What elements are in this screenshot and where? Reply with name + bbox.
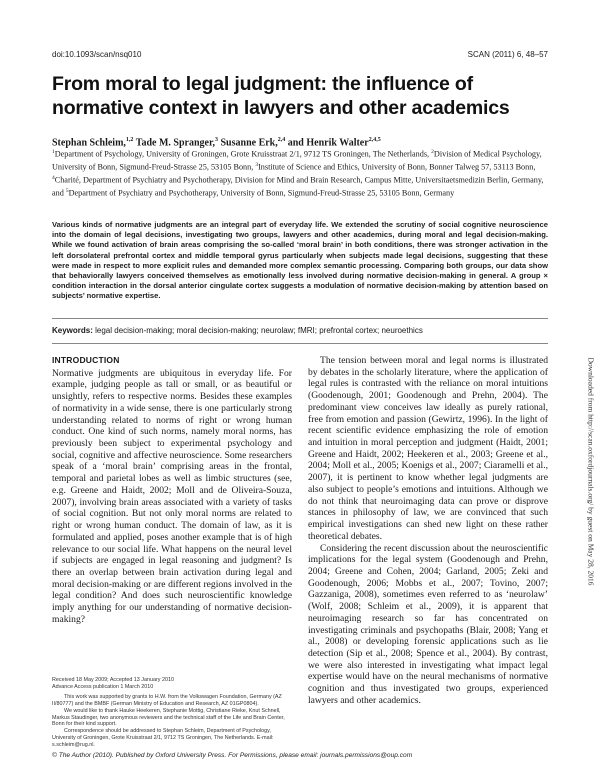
author-affil-marker: 1,2: [125, 137, 134, 143]
author-name: Susanne Erk,: [218, 137, 278, 149]
affil-marker: 4: [52, 175, 55, 182]
journal-reference: SCAN (2011) 6, 48–57: [467, 50, 548, 59]
footnotes: [52, 677, 292, 749]
paragraph: The tension between moral and legal norms is illustrated by debates in the scholarly literature, where the application of legal rules is contrasted with the reliance on moral intuitions (Goodenough, 2001; Goodenough and Prehn, 2004). The predominant view conceives law ideally as purely rational, free from emotion and passion (Gewirtz, 1996). In the light of recent scientific evidence emphasizing the role of emotion and intuition in moral perception and judgment (Haidt, 2001; Greene and Haidt, 2002; Heekeren et al., 2003; Greene et al., 2004; Moll et al., 2005; Koenigs et al., 2007; Ciaramelli et al., 2007), it is pertinent to know whether legal judgments are also subject to people’s emotions and intuitions. Although we do not think that neuroimaging data can prove or disprove stances in philosophy of law, we are convinced that such empirical investigations can shed new light on these rather theoretical debates.: [308, 355, 548, 542]
divider-top: [52, 318, 548, 319]
funding-note: This work was supported by grants to H.W. from the Volkswagen Foundation, Germany (AZ II/80777) and the BMBF (German Ministry of Education and Research, AZ 01GP0804).: [52, 693, 282, 707]
abstract: Various kinds of normative judgments are an integral part of everyday life. We extended the scrutiny of social cognitive neuroscience into the domain of legal decisions, investigating two groups, lawyers and other academics, during moral and legal decision-making. While we found activation of brain areas comprising the so-called ‘moral brain’ in both conditions, there was stronger activation in the left dorsolateral prefrontal cortex and middle temporal gyrus particularly when subjects made legal decisions, suggesting that these were made in respect to more explicit rules and demanded more complex semantic processing. Comparing both groups, our data show that behaviorally lawyers conceived themselves as emotionally less involved during normative decision-making in general. A group × condition interaction in the dorsal anterior cingulate cortex suggests a modulation of normative decision-making by attention based on subjects’ normative expertise.: [52, 220, 548, 301]
paragraph: Considering the recent discussion about the neuroscientific implications for the legal system (Goodenough and Prehn, 2004; Greene and Cohen, 2004; Garland, 2005; Zeki and Goodenough, 2006; Mobbs et al., 2007; Tovino, 2007; Gazzaniga, 2008), sometimes even referred to as ‘neurolaw’ (Wolf, 2008; Schleim et al., 2009), it is apparent that neuroimaging research so far has concentrated on investigating criminals and psychopaths (Blair, 2008; Yang et al., 2008) or developing forensic applications such as lie detection (Sip et al., 2008; Spence et al., 2004). By contrast, we were also interested in investigating what impact legal expertise would have on the neural mechanisms of normative cognition and thus investigated two groups, experienced lawyers and other academics.: [308, 542, 548, 706]
correspondence: Correspondence should be addressed to Stephan Schleim, Department of Psychology, University of Groningen, Grote Kruisstraat 2/1, 9712 TS Groningen, The Netherlands. E-mail: s.schleim@rug.nl.: [52, 728, 274, 749]
right-column: [308, 355, 548, 707]
affiliation: Department of Psychology, University of Groningen, Grote Kruisstraat 2/1, 9712 TS Groningen, The Netherlands,: [54, 149, 432, 159]
keywords-list: legal decision-making; moral decision-making; neurolaw; fMRI; prefrontal cortex; neuroethics: [92, 326, 423, 335]
copyright-line: © The Author (2010). Published by Oxford University Press. For Permissions, please email: journals.permissions@oup.com: [52, 752, 413, 759]
received-date: Received 18 May 2009; Accepted 13 January 2010: [52, 677, 174, 683]
affil-marker: 1: [52, 149, 55, 155]
doi-text[interactable]: doi:10.1093/scan/nsq010: [52, 50, 142, 59]
author-name: Stephan Schleim,: [52, 137, 126, 149]
advance-access: Advance Access publication 1 March 2010: [52, 683, 154, 690]
download-notice-text[interactable]: Downloaded from http://scan.oxfordjournals.org/ by guest on May 28, 2016: [586, 357, 596, 586]
keywords-label: Keywords:: [52, 326, 93, 335]
author-affil-marker: 2,4: [277, 137, 286, 143]
download-notice: [586, 262, 596, 682]
author-name: Tade M. Spranger,: [133, 137, 215, 149]
affiliation: Department of Psychiatry and Psychotherapy, University of Bonn, Sigmund-Freud-Strasse 25, 53105 Bonn, Germany: [68, 188, 455, 198]
divider-bottom: [52, 343, 548, 344]
affil-marker: 2: [431, 149, 434, 155]
affil-marker: 5: [65, 188, 69, 195]
affiliations: [52, 147, 548, 199]
section-heading: INTRODUCTION: [52, 355, 120, 365]
affiliation: Institute of Science and Ethics, University of Bonn, Bonner Talweg 57, 53113 Bonn,: [258, 162, 536, 172]
affiliation: Charité, Department of Psychiatry and Psychotherapy, Division for Mind and Brain Research, Campus Mitte, Universitaetsmedizin Berlin, Germany, and: [52, 175, 544, 198]
paper-title: From moral to legal judgment: the influence of normative context in lawyers and other academics: [52, 73, 510, 119]
paragraph: Normative judgments are ubiquitous in everyday life. For example, judging people as tall or small, or as beautiful or unsightly, refers to respective norms. Besides these examples of normativity in a wide sense, there is one particularly strong understanding related to norms of right or wrong human conduct. One kind of such norms, namely moral norms, has previously been subject to experimental psychology and social, cognitive and affective neuroscience. Some researchers speak of a ‘moral brain’ comprising areas in the frontal, temporal and parietal lobes as well as limbic structures (see, e.g. Greene and Haidt, 2002; Moll and de Oliveira-Souza, 2007), involving brain areas associated with a variety of tasks of social cognition. But not only moral norms are related to right or wrong human conduct. The domain of law, as it is formulated and applied, poses another example that is of high relevance to our social life. What happens on the neural level if subjects are engaged in legal reasoning and judgment? Is there an overlap between brain activation during legal and moral decision-making or are different regions involved in the legal condition? And does such neuroscientific knowledge imply anything for our understanding of normative decision-making?: [52, 367, 292, 625]
keywords: [52, 326, 548, 336]
acknowledgements: We would like to thank Hauke Heekeren, Stephanie Mottig, Christiane Rieke, Knut Schnell, Markus Staudinger, two anonymous reviewers and the technical staff of the Life and Brain Center, Bonn for their kind support.: [52, 707, 285, 728]
left-column: [52, 355, 292, 626]
affiliation: Division of Medical Psychology, University of Bonn, Sigmund-Freud-Strasse 25, 53105 Bonn,: [52, 149, 542, 172]
author-affil-marker: 3: [215, 137, 218, 143]
running-header: [52, 50, 548, 62]
author-affil-marker: 2,4,5: [368, 137, 381, 143]
author-name: and Henrik Walter: [285, 137, 369, 149]
affil-marker: 3: [255, 162, 259, 169]
